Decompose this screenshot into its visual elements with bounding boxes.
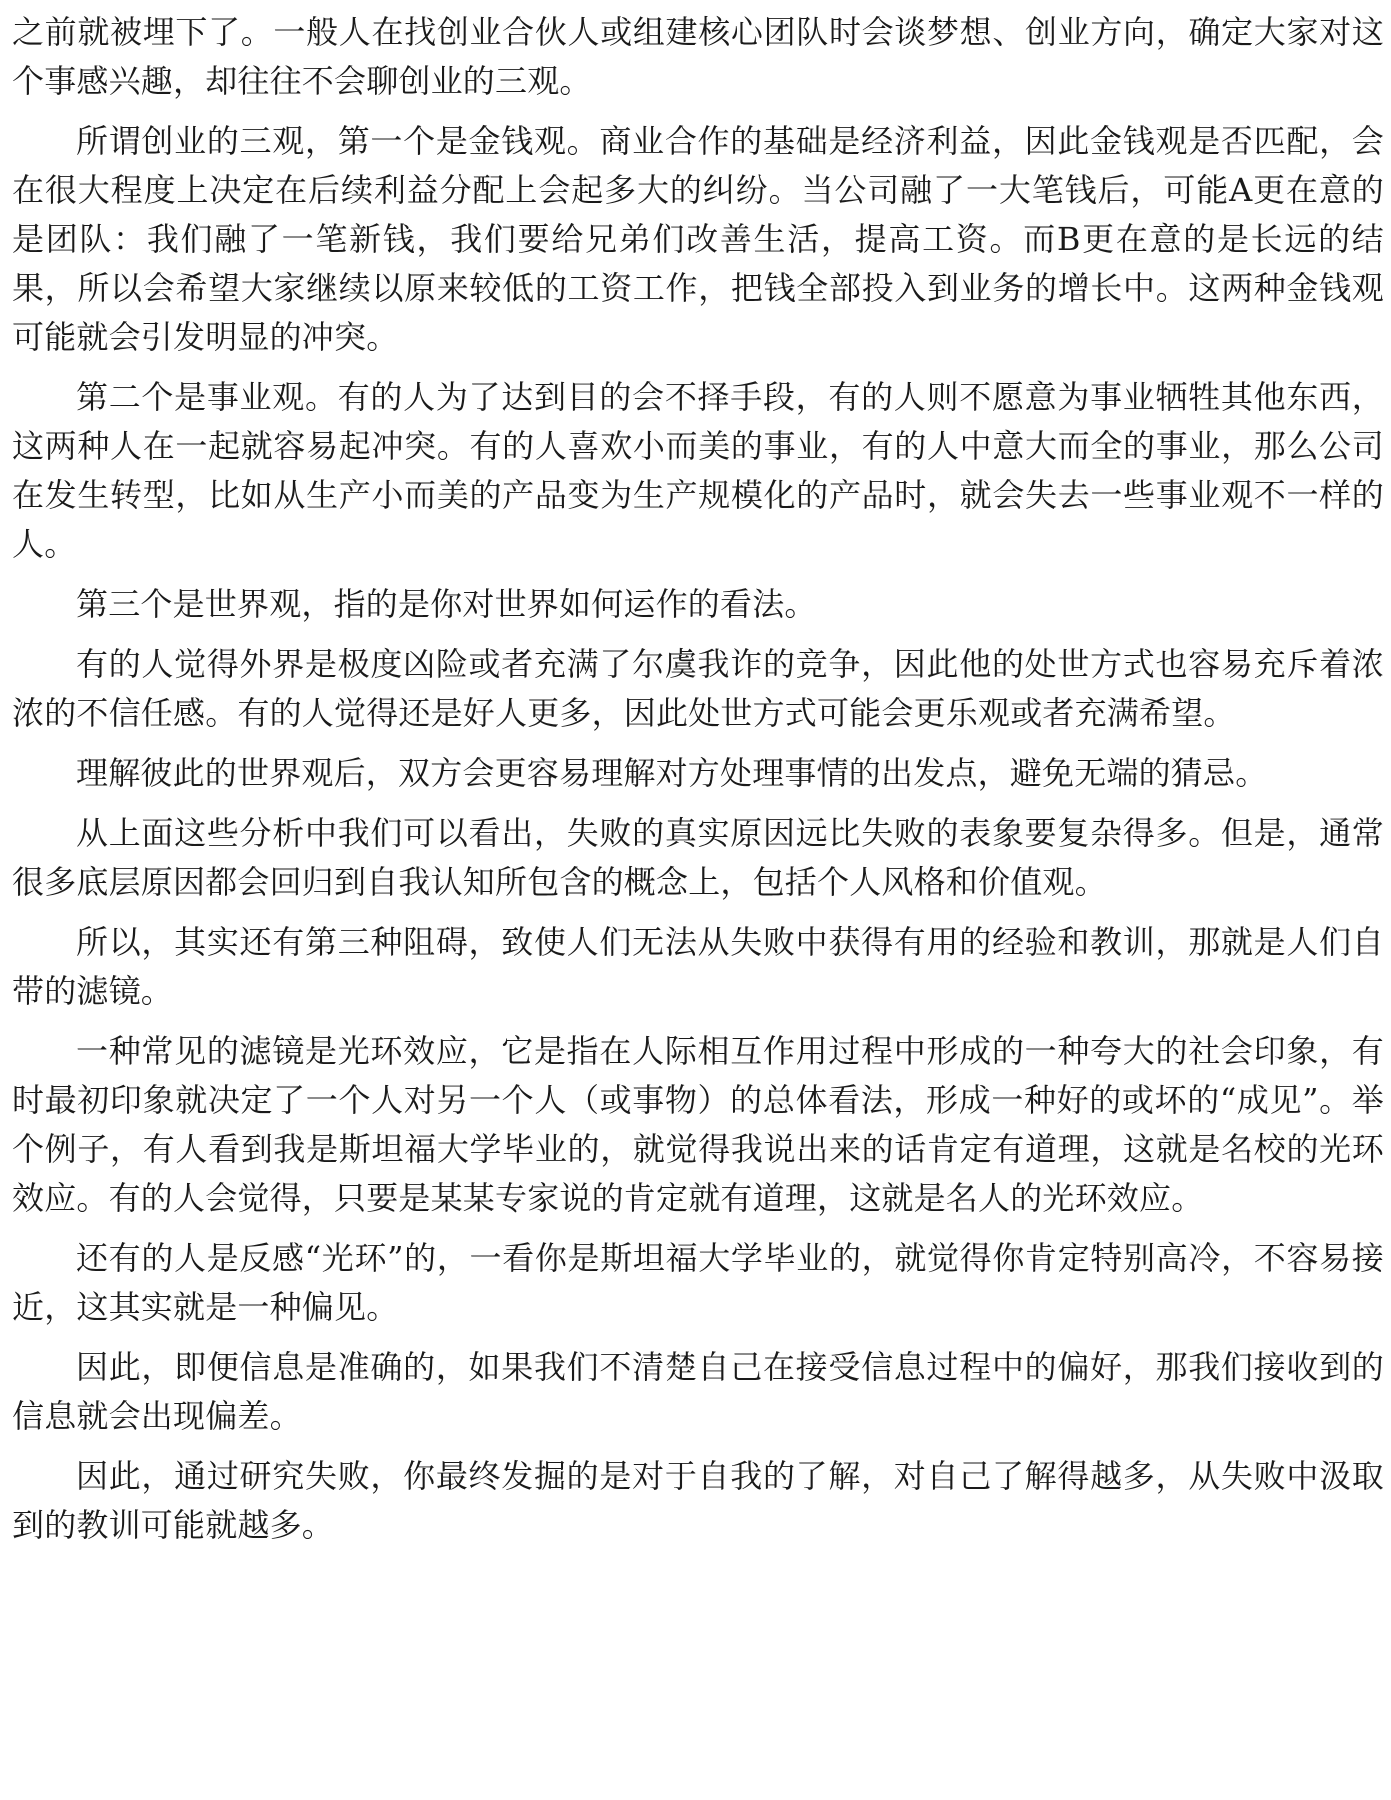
paragraph-third-obstacle: 所以，其实还有第三种阻碍，致使人们无法从失败中获得有用的经验和教训，那就是人们自带的滤镜。: [12, 923, 1384, 1010]
paragraph-conclusion: 因此，通过研究失败，你最终发掘的是对于自我的了解，对自己了解得越多，从失败中汲取到的教训可能就越多。: [12, 1457, 1384, 1544]
paragraph-continuation: 之前就被埋下了。一般人在找创业合伙人或组建核心团队时会谈梦想、创业方向，确定大家对这个事感兴趣，却往往不会聊创业的三观。: [12, 13, 1384, 100]
paragraph-analysis: 从上面这些分析中我们可以看出，失败的真实原因远比失败的表象要复杂得多。但是，通常很多底层原因都会回归到自我认知所包含的概念上，包括个人风格和价值观。: [12, 814, 1384, 901]
paragraph-prejudice: 还有的人是反感“光环”的，一看你是斯坦福大学毕业的，就觉得你肯定特别高冷，不容易接近，这其实就是一种偏见。: [12, 1239, 1384, 1326]
document-page: [12, 0, 1384, 1800]
paragraph-bias: 因此，即便信息是准确的，如果我们不清楚自己在接受信息过程中的偏好，那我们接收到的信息就会出现偏差。: [12, 1348, 1384, 1435]
paragraph-money-view: 所谓创业的三观，第一个是金钱观。商业合作的基础是经济利益，因此金钱观是否匹配，会在很大程度上决定在后续利益分配上会起多大的纠纷。当公司融了一大笔钱后，可能A更在意的是团队：我们融了一笔新钱，我们要给兄弟们改善生活，提高工资。而B更在意的是长远的结果，所以会希望大家继续以原来较低的工资工作，把钱全部投入到业务的增长中。这两种金钱观可能就会引发明显的冲突。: [12, 122, 1384, 356]
paragraph-halo-effect: 一种常见的滤镜是光环效应，它是指在人际相互作用过程中形成的一种夸大的社会印象，有时最初印象就决定了一个人对另一个人（或事物）的总体看法，形成一种好的或坏的“成见”。举个例子，有人看到我是斯坦福大学毕业的，就觉得我说出来的话肯定有道理，这就是名校的光环效应。有的人会觉得，只要是某某专家说的肯定就有道理，这就是名人的光环效应。: [12, 1032, 1384, 1217]
paragraph-career-view: 第二个是事业观。有的人为了达到目的会不择手段，有的人则不愿意为事业牺牲其他东西，这两种人在一起就容易起冲突。有的人喜欢小而美的事业，有的人中意大而全的事业，那么公司在发生转型，比如从生产小而美的产品变为生产规模化的产品时，就会失去一些事业观不一样的人。: [12, 378, 1384, 563]
paragraph-understanding: 理解彼此的世界观后，双方会更容易理解对方处理事情的出发点，避免无端的猜忌。: [76, 754, 1268, 792]
paragraph-world-view-detail: 有的人觉得外界是极度凶险或者充满了尔虞我诈的竞争，因此他的处世方式也容易充斥着浓浓的不信任感。有的人觉得还是好人更多，因此处世方式可能会更乐观或者充满希望。: [12, 645, 1384, 732]
paragraph-world-view: 第三个是世界观，指的是你对世界如何运作的看法。: [76, 585, 817, 623]
